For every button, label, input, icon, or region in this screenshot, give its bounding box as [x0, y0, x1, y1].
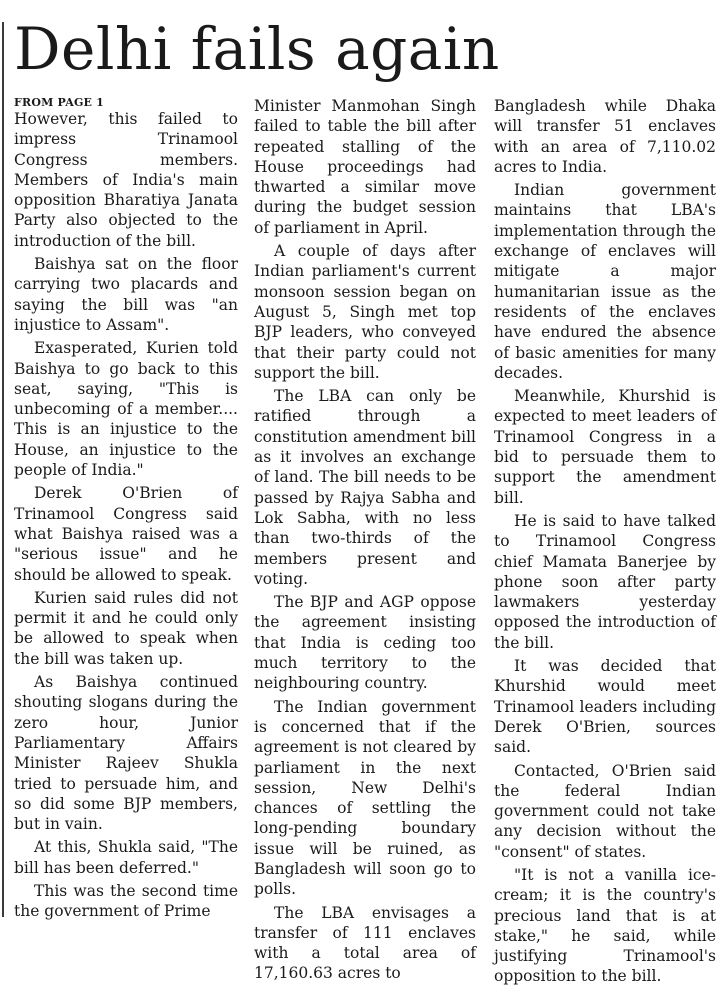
- paragraph: The LBA can only be ratified through a constitution amendment bill as it involves an exchange of land. The bill needs to be passed by Rajya Sabha and Lok Sabha, with no less than two-thirds of the members present and voting.: [254, 387, 476, 588]
- paragraph: Baishya sat on the floor carrying two placards and saying the bill was "an injustice to Assam".: [14, 255, 238, 334]
- paragraph: Bangladesh while Dhaka will transfer 51 enclaves with an area of 7,110.02 acres to India.: [494, 97, 716, 176]
- paragraph: This was the second time the government of Prime: [14, 881, 238, 921]
- article-column-1: [14, 96, 238, 925]
- article-column-3: [494, 96, 716, 990]
- paragraph: However, this failed to impress Trinamool Congress members. Members of India's main opposition Bharatiya Janata Party also objected to the introduction of the bill.: [14, 110, 238, 250]
- article-column-2: [254, 96, 476, 987]
- paragraph: As Baishya continued shouting slogans during the zero hour, Junior Parliamentary Affairs Minister Rajeev Shukla tried to persuade him, and so did some BJP members, but in vain.: [14, 673, 238, 834]
- headline: Delhi fails again: [14, 15, 500, 83]
- paragraph: He is said to have talked to Trinamool Congress chief Mamata Banerjee by phone soon after party lawmakers yesterday opposed the introduction of the bill.: [494, 511, 716, 652]
- paragraph: Contacted, O'Brien said the federal Indian government could not take any decision without the "consent" of states.: [494, 761, 716, 861]
- continuation-kicker: FROM PAGE 1: [14, 96, 105, 109]
- paragraph: The BJP and AGP oppose the agreement insisting that India is ceding too much territory to the neighbouring country.: [254, 593, 476, 693]
- paragraph: "It is not a vanilla ice-cream; it is the country's precious land that is at stake," he said, while justifying Trinamool's opposition to the bill.: [494, 865, 716, 986]
- paragraph: Kurien said rules did not permit it and he could only be allowed to speak when the bill was taken up.: [14, 588, 238, 668]
- paragraph: Derek O'Brien of Trinamool Congress said what Baishya raised was a "serious issue" and he should be allowed to speak.: [14, 484, 238, 584]
- paragraph: Indian government maintains that LBA's implementation through the exchange of enclaves will mitigate a major humanitarian issue as the residents of the enclaves have endured the absence of basic amenities for many decades.: [494, 181, 716, 382]
- paragraph: The Indian government is concerned that if the agreement is not cleared by parliament in the next session, New Delhi's chances of settling the long-pending boundary issue will be ruined, as Bangladesh will soon go to polls.: [254, 697, 476, 899]
- paragraph: Exasperated, Kurien told Baishya to go back to this seat, saying, "This is unbecoming of a member.... This is an injustice to the House, an injustice to the people of India.": [14, 339, 238, 480]
- left-column-rule: [2, 22, 4, 917]
- paragraph: The LBA envisages a transfer of 111 enclaves with a total area of 17,160.63 acres to: [254, 903, 476, 983]
- paragraph: Minister Manmohan Singh failed to table the bill after repeated stalling of the House proceedings had thwarted a similar move during the budget session of parliament in April.: [254, 97, 476, 237]
- paragraph: It was decided that Khurshid would meet Trinamool leaders including Derek O'Brien, sources said.: [494, 657, 716, 757]
- paragraph: Meanwhile, Khurshid is expected to meet leaders of Trinamool Congress in a bid to persuade them to support the amendment bill.: [494, 387, 716, 507]
- paragraph: At this, Shukla said, "The bill has been deferred.": [14, 838, 238, 877]
- paragraph: A couple of days after Indian parliament's current monsoon session began on August 5, Singh met top BJP leaders, who conveyed that their party could not support the bill.: [254, 242, 476, 382]
